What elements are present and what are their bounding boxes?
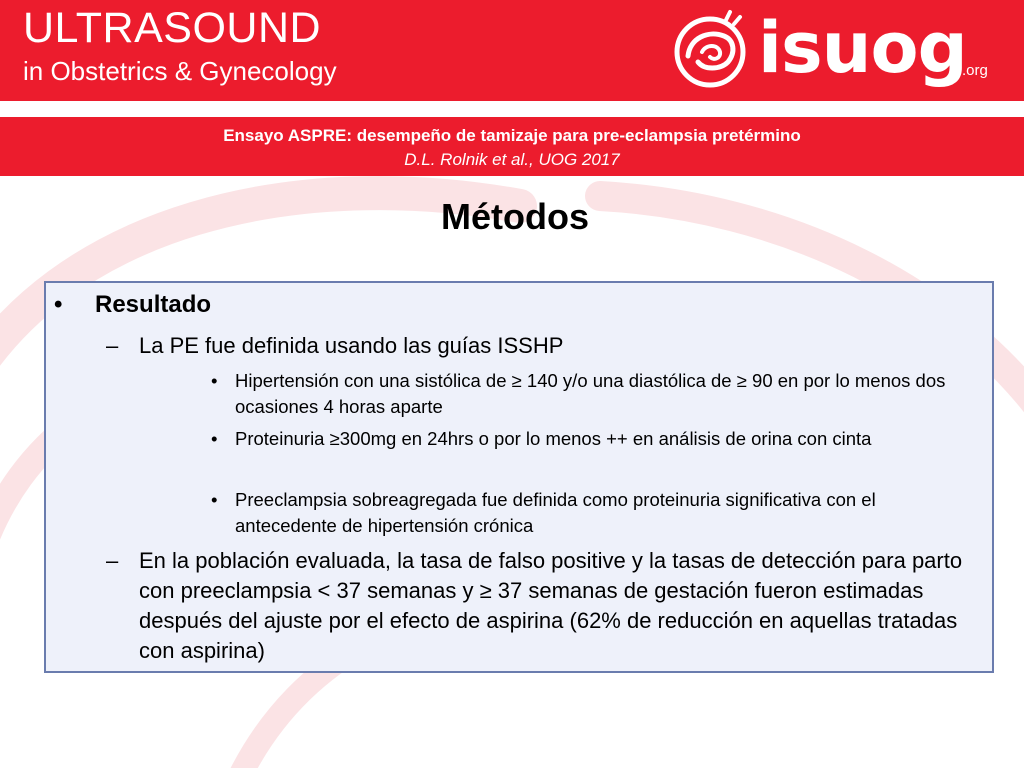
sub-item-text: Hipertensión con una sistólica de ≥ 140 y/o una diastólica de ≥ 90 en por lo menos dos ocasiones 4 horas aparte xyxy=(235,370,946,417)
dash-marker: – xyxy=(106,548,119,573)
journal-subtitle: in Obstetrics & Gynecology xyxy=(23,56,337,86)
list-item-text: La PE fue definida usando las guías ISSHP xyxy=(139,333,564,358)
isuog-logo-domain: .org xyxy=(962,62,988,79)
bullet-marker: • xyxy=(211,370,218,391)
bullet-marker: • xyxy=(211,428,218,449)
sub-item-text: Proteinuria ≥300mg en 24hrs o por lo menos ++ en análisis de orina con cinta xyxy=(235,428,872,449)
isuog-logo-icon xyxy=(668,8,752,92)
bullet-marker: • xyxy=(54,291,63,318)
study-title: Ensayo ASPRE: desempeño de tamizaje para pre-eclampsia pretérmino xyxy=(223,126,801,145)
page-title: Métodos xyxy=(441,196,589,237)
bullet-marker: • xyxy=(211,489,218,510)
journal-title: ULTRASOUND xyxy=(23,4,322,52)
isuog-logo-text: isuog xyxy=(758,7,967,89)
list-item-text: En la población evaluada, la tasa de falso positive y la tasas de detección para parto con preeclampsia < 37 semanas y ≥ 37 semanas de gestación fueron estimadas después del ajuste por el efecto de aspirina (62% de reducción en aquellas tratadas con aspirina) xyxy=(139,548,963,663)
dash-marker: – xyxy=(106,333,119,358)
bullet-heading: Resultado xyxy=(95,291,212,318)
sub-item-text: Preeclampsia sobreagregada fue definida como proteinuria significativa con el antecedente de hipertensión crónica xyxy=(235,489,876,536)
study-citation: D.L. Rolnik et al., UOG 2017 xyxy=(404,150,620,169)
